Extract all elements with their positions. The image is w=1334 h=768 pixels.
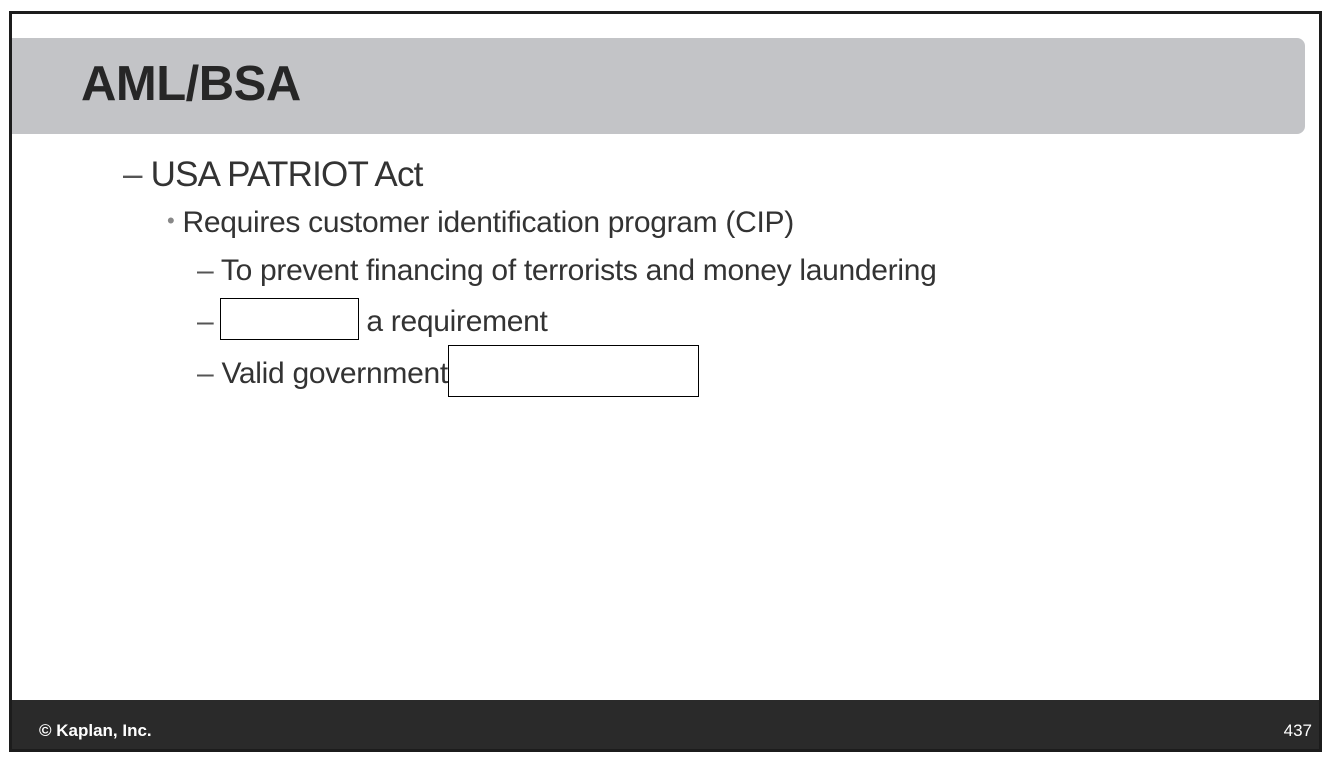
outline-item-level1 (123, 155, 423, 195)
outline-item-text: Requires customer identification program (CIP) (182, 206, 794, 239)
outline-item-level3 (197, 254, 936, 288)
fill-in-blank-box (220, 298, 359, 340)
fill-in-blank-box (448, 345, 699, 397)
bullet-marker: • (167, 208, 175, 233)
copyright-text: © Kaplan, Inc. (39, 721, 152, 740)
dash-marker: – (197, 356, 214, 390)
outline-item-text: a requirement (366, 304, 548, 338)
footer-bar (12, 700, 1322, 752)
dash-marker: – (197, 254, 214, 287)
outline-item-level3 (197, 349, 699, 401)
slide-title: AML/BSA (81, 57, 301, 111)
outline-item-text: Valid government (221, 356, 448, 390)
dash-marker: – (123, 155, 142, 194)
dash-marker: – (197, 304, 214, 338)
outline-item-level3 (197, 302, 548, 344)
slide (9, 11, 1322, 752)
page-number: 437 (1283, 721, 1312, 740)
outline-item-text: USA PATRIOT Act (150, 155, 423, 194)
title-bar (12, 38, 1305, 134)
outline-item-text: To prevent financing of terrorists and money laundering (220, 254, 937, 287)
outline-item-level2 (167, 206, 794, 240)
